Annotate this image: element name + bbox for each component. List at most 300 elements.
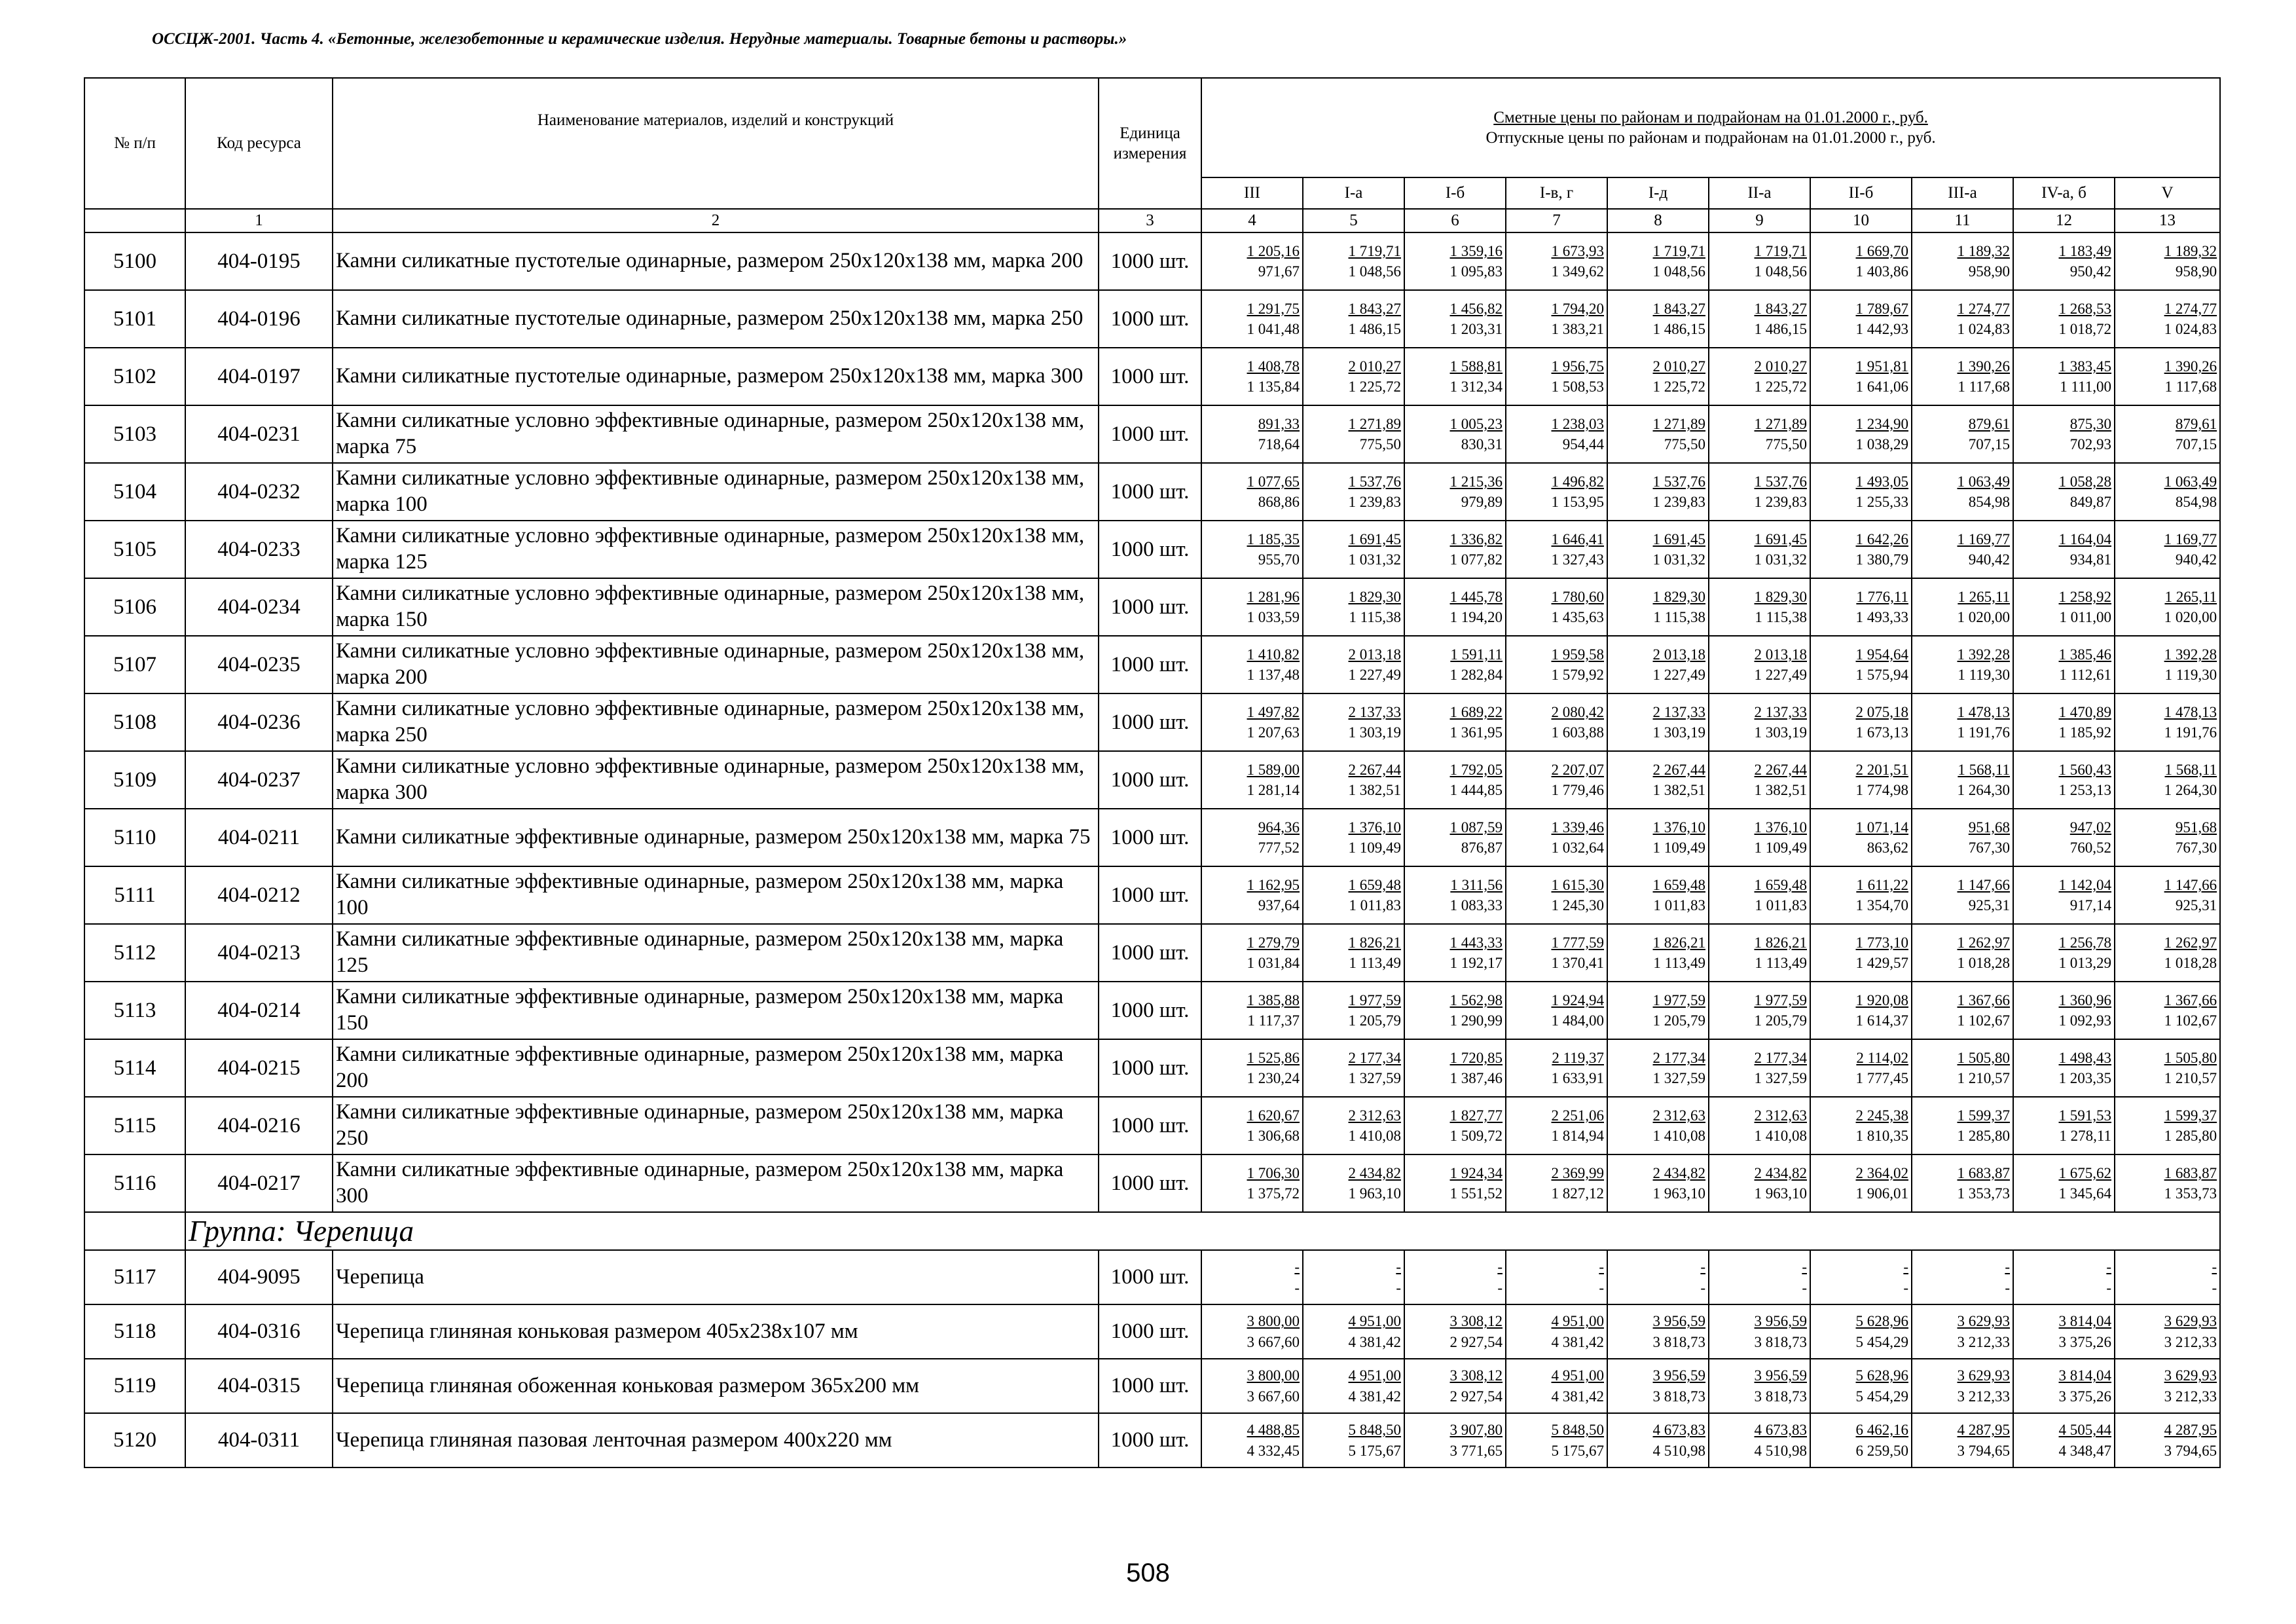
table-row xyxy=(84,290,2220,348)
estimate-price: 1 659,48 xyxy=(1652,876,1705,893)
sale-price: 1 281,14 xyxy=(1247,782,1300,798)
sale-price: 4 510,98 xyxy=(1754,1442,1807,1459)
sale-price: 1 119,30 xyxy=(1958,667,2010,683)
sale-price: 1 032,64 xyxy=(1551,840,1604,856)
price-cell xyxy=(1303,924,1404,982)
estimate-price: 1 376,10 xyxy=(1754,819,1807,836)
sale-price: 1 192,17 xyxy=(1449,955,1503,971)
sale-price: 3 212,33 xyxy=(1957,1388,2010,1405)
price-cell xyxy=(1709,636,1810,693)
estimate-price: 1 291,75 xyxy=(1247,300,1300,317)
price-cell xyxy=(1607,982,1709,1039)
sale-price: 925,31 xyxy=(2175,897,2217,913)
row-number: 5115 xyxy=(84,1097,185,1154)
estimate-price: 1 147,66 xyxy=(1957,876,2010,893)
resource-code: 404-9095 xyxy=(185,1250,333,1304)
sale-price: 1 024,83 xyxy=(2164,321,2217,337)
price-cell xyxy=(2115,1250,2220,1304)
estimate-price: 1 336,82 xyxy=(1449,530,1503,547)
estimate-price: 4 951,00 xyxy=(1348,1313,1401,1330)
sale-price: 3 818,73 xyxy=(1652,1333,1705,1350)
price-cell xyxy=(1404,290,1506,348)
price-cell xyxy=(2115,232,2220,290)
price-cell xyxy=(2013,982,2115,1039)
price-cell xyxy=(1506,405,1607,463)
price-cell xyxy=(1912,1039,2013,1097)
material-name: Камни силикатные эффективные одинарные, размером 250x120x138 мм, марка 125 xyxy=(333,924,1099,982)
row-number: 5111 xyxy=(84,866,185,924)
sale-price: 1 774,98 xyxy=(1855,782,1908,798)
price-cell xyxy=(1709,1304,1810,1359)
table-row xyxy=(84,1250,2220,1304)
price-cell xyxy=(1607,924,1709,982)
estimate-price: 1 392,28 xyxy=(1957,646,2010,663)
table-row xyxy=(84,809,2220,866)
estimate-price: 1 274,77 xyxy=(2164,300,2217,317)
sale-price: 958,90 xyxy=(1968,263,2010,280)
sale-price: 4 510,98 xyxy=(1652,1442,1705,1459)
sale-price: 1 225,72 xyxy=(1348,378,1401,395)
price-cell xyxy=(1810,982,1912,1039)
estimate-price: 1 189,32 xyxy=(2164,242,2217,259)
estimate-price: 1 162,95 xyxy=(1247,876,1300,893)
price-cell xyxy=(1607,1039,1709,1097)
price-cell xyxy=(1607,636,1709,693)
sale-price: 1 403,86 xyxy=(1855,263,1908,280)
page-number: 508 xyxy=(1126,1559,1170,1587)
estimate-price: 1 977,59 xyxy=(1754,991,1807,1008)
table-row xyxy=(84,405,2220,463)
sale-price: 1 113,49 xyxy=(1755,955,1807,971)
estimate-price: 1 843,27 xyxy=(1652,300,1705,317)
sale-price: 1 486,15 xyxy=(1754,321,1807,337)
price-cell xyxy=(2115,1413,2220,1467)
price-cell xyxy=(2013,636,2115,693)
price-cell xyxy=(1607,809,1709,866)
estimate-price: 4 673,83 xyxy=(1652,1422,1705,1439)
price-cell xyxy=(1506,1039,1607,1097)
sale-price: 876,87 xyxy=(1461,840,1503,856)
price-cell xyxy=(1810,1039,1912,1097)
unit: 1000 шт. xyxy=(1099,866,1201,924)
header-prices xyxy=(1201,78,2220,177)
estimate-price: 1 359,16 xyxy=(1449,242,1503,259)
price-cell xyxy=(1201,636,1303,693)
sale-price: 1 102,67 xyxy=(1957,1012,2010,1029)
sale-price: - xyxy=(1294,1279,1300,1296)
price-cell xyxy=(1201,982,1303,1039)
material-name: Камни силикатные эффективные одинарные, размером 250x120x138 мм, марка 200 xyxy=(333,1039,1099,1097)
estimate-price: - xyxy=(1497,1259,1503,1276)
sale-price: 849,87 xyxy=(2069,494,2111,510)
column-number: 11 xyxy=(1912,209,2013,232)
material-name: Черепица глиняная коньковая размером 405х238х107 мм xyxy=(333,1304,1099,1359)
sale-price: 1 041,48 xyxy=(1247,321,1300,337)
resource-code: 404-0315 xyxy=(185,1359,333,1413)
material-name: Камни силикатные эффективные одинарные, размером 250x120x138 мм, марка 75 xyxy=(333,809,1099,866)
unit: 1000 шт. xyxy=(1099,924,1201,982)
estimate-price: 4 287,95 xyxy=(1957,1422,2010,1439)
price-cell xyxy=(1404,751,1506,809)
sale-price: 1 614,37 xyxy=(1855,1012,1908,1029)
price-cell xyxy=(1912,290,2013,348)
estimate-price: 2 177,34 xyxy=(1754,1049,1807,1066)
price-cell xyxy=(1404,1039,1506,1097)
estimate-price: 1 271,89 xyxy=(1652,415,1705,432)
material-name: Камни силикатные пустотелые одинарные, размером 250x120x138 мм, марка 200 xyxy=(333,232,1099,290)
material-name: Камни силикатные условно эффективные одинарные, размером 250x120x138 мм, марка 250 xyxy=(333,693,1099,751)
resource-code: 404-0316 xyxy=(185,1304,333,1359)
sale-price: - xyxy=(1599,1279,1604,1296)
sale-price: 917,14 xyxy=(2069,897,2111,913)
price-cell xyxy=(1506,1250,1607,1304)
price-cell xyxy=(1912,982,2013,1039)
material-name: Камни силикатные пустотелые одинарные, размером 250x120x138 мм, марка 300 xyxy=(333,348,1099,405)
price-cell xyxy=(1404,636,1506,693)
price-cell xyxy=(1912,1304,2013,1359)
price-cell xyxy=(1709,1413,1810,1467)
sale-price: 5 454,29 xyxy=(1855,1333,1908,1350)
estimate-price: 1 183,49 xyxy=(2058,242,2111,259)
header-unit: Единица измерения xyxy=(1099,78,1201,209)
price-cell xyxy=(1404,232,1506,290)
estimate-price: 951,68 xyxy=(1968,819,2010,836)
sale-price: 1 380,79 xyxy=(1855,551,1908,568)
unit: 1000 шт. xyxy=(1099,693,1201,751)
price-cell xyxy=(2115,1304,2220,1359)
sale-price: 1 077,82 xyxy=(1449,551,1503,568)
price-cell xyxy=(1303,521,1404,578)
estimate-price: 1 169,77 xyxy=(2164,530,2217,547)
estimate-price: 1 268,53 xyxy=(2058,300,2111,317)
price-cell xyxy=(2013,1039,2115,1097)
estimate-price: 1 392,28 xyxy=(2164,646,2217,663)
sale-price: 1 194,20 xyxy=(1449,609,1503,625)
resource-code: 404-0214 xyxy=(185,982,333,1039)
estimate-price: 6 462,16 xyxy=(1855,1422,1908,1439)
price-cell xyxy=(1303,809,1404,866)
price-cell xyxy=(1607,1250,1709,1304)
estimate-price: 3 308,12 xyxy=(1449,1367,1503,1384)
price-cell xyxy=(1912,751,2013,809)
sale-price: 1 227,49 xyxy=(1348,667,1401,683)
estimate-price: 2 010,27 xyxy=(1348,358,1401,375)
estimate-price: 1 376,10 xyxy=(1348,819,1401,836)
estimate-price: 1 390,26 xyxy=(1957,358,2010,375)
header-region: I-д xyxy=(1607,177,1709,209)
sale-price: 1 303,19 xyxy=(1754,724,1807,741)
sale-price: 1 020,00 xyxy=(2164,609,2217,625)
price-cell xyxy=(2013,348,2115,405)
estimate-price: 1 789,67 xyxy=(1855,300,1908,317)
price-cell xyxy=(1506,693,1607,751)
sale-price: 1 109,49 xyxy=(1652,840,1705,856)
estimate-price: 1 562,98 xyxy=(1449,991,1503,1008)
sale-price: 1 444,85 xyxy=(1449,782,1503,798)
header-region: II-а xyxy=(1709,177,1810,209)
table-row xyxy=(84,866,2220,924)
price-cell xyxy=(1912,809,2013,866)
estimate-price: 1 279,79 xyxy=(1247,934,1300,951)
price-cell xyxy=(1404,924,1506,982)
sale-price: 1 963,10 xyxy=(1652,1185,1705,1202)
estimate-price: 3 814,04 xyxy=(2058,1367,2111,1384)
price-cell xyxy=(1201,809,1303,866)
estimate-price: 1 956,75 xyxy=(1551,358,1604,375)
estimate-price: 1 959,58 xyxy=(1551,646,1604,663)
sale-price: 3 667,60 xyxy=(1247,1333,1300,1350)
sale-price: 1 135,84 xyxy=(1247,378,1300,395)
price-cell xyxy=(1404,1304,1506,1359)
price-cell xyxy=(2115,809,2220,866)
estimate-price: 879,61 xyxy=(2175,415,2217,432)
estimate-price: 4 951,00 xyxy=(1551,1313,1604,1330)
group-blank xyxy=(84,1212,185,1250)
sale-price: 955,70 xyxy=(1258,551,1300,568)
sale-price: 1 109,49 xyxy=(1754,840,1807,856)
estimate-price: 1 794,20 xyxy=(1551,300,1604,317)
header-region: II-б xyxy=(1810,177,1912,209)
estimate-price: 1 673,93 xyxy=(1551,242,1604,259)
estimate-price: 1 478,13 xyxy=(2164,703,2217,720)
estimate-price: 1 456,82 xyxy=(1449,300,1503,317)
sale-price: 1 112,61 xyxy=(2059,667,2111,683)
estimate-price: 1 005,23 xyxy=(1449,415,1503,432)
estimate-price: 2 010,27 xyxy=(1652,358,1705,375)
sale-price: 1 117,68 xyxy=(1958,378,2010,395)
resource-code: 404-0234 xyxy=(185,578,333,636)
estimate-price: 1 215,36 xyxy=(1449,473,1503,490)
price-cell xyxy=(1201,290,1303,348)
price-cell xyxy=(1709,924,1810,982)
price-cell xyxy=(2013,1413,2115,1467)
unit: 1000 шт. xyxy=(1099,405,1201,463)
price-cell xyxy=(1506,1097,1607,1154)
price-cell xyxy=(1810,693,1912,751)
price-cell xyxy=(1404,1154,1506,1212)
sale-price: 767,30 xyxy=(1968,840,2010,856)
sale-price: 1 205,79 xyxy=(1348,1012,1401,1029)
price-cell xyxy=(2115,1154,2220,1212)
sale-price: 718,64 xyxy=(1258,436,1300,452)
table-row xyxy=(84,924,2220,982)
price-cell xyxy=(2115,1097,2220,1154)
estimate-price: 1 258,92 xyxy=(2058,588,2111,605)
sale-price: 1 814,94 xyxy=(1551,1128,1604,1144)
price-cell xyxy=(1810,1413,1912,1467)
estimate-price: 1 077,65 xyxy=(1247,473,1300,490)
price-cell xyxy=(1912,924,2013,982)
price-cell xyxy=(1810,405,1912,463)
material-name: Камни силикатные пустотелые одинарные, размером 250x120x138 мм, марка 250 xyxy=(333,290,1099,348)
row-number: 5112 xyxy=(84,924,185,982)
price-cell xyxy=(2013,751,2115,809)
unit: 1000 шт. xyxy=(1099,809,1201,866)
sale-price: 1 382,51 xyxy=(1754,782,1807,798)
price-cell xyxy=(1506,866,1607,924)
resource-code: 404-0197 xyxy=(185,348,333,405)
estimate-price: 2 434,82 xyxy=(1348,1164,1401,1181)
estimate-price: 1 924,34 xyxy=(1449,1164,1503,1181)
price-cell xyxy=(1303,636,1404,693)
resource-code: 404-0311 xyxy=(185,1413,333,1467)
material-name: Камни силикатные условно эффективные одинарные, размером 250x120x138 мм, марка 150 xyxy=(333,578,1099,636)
estimate-price: - xyxy=(1294,1259,1300,1276)
estimate-price: 2 312,63 xyxy=(1754,1107,1807,1124)
price-cell xyxy=(1810,1304,1912,1359)
sale-price: 1 255,33 xyxy=(1855,494,1908,510)
estimate-price: 2 369,99 xyxy=(1551,1164,1604,1181)
estimate-price: 3 629,93 xyxy=(2164,1367,2217,1384)
sale-price: 1 031,84 xyxy=(1247,955,1300,971)
price-cell xyxy=(1506,232,1607,290)
price-cell xyxy=(1303,290,1404,348)
estimate-price: 951,68 xyxy=(2175,819,2217,836)
price-cell xyxy=(1303,232,1404,290)
sale-price: - xyxy=(1802,1279,1807,1296)
sale-price: 1 018,72 xyxy=(2058,321,2111,337)
row-number: 5104 xyxy=(84,463,185,521)
estimate-price: 4 287,95 xyxy=(2164,1422,2217,1439)
estimate-price: 1 683,87 xyxy=(2164,1164,2217,1181)
resource-code: 404-0236 xyxy=(185,693,333,751)
resource-code: 404-0211 xyxy=(185,809,333,866)
sale-price: 1 673,13 xyxy=(1855,724,1908,741)
price-cell xyxy=(1506,1413,1607,1467)
sale-price: 1 429,57 xyxy=(1855,955,1908,971)
material-name: Камни силикатные условно эффективные одинарные, размером 250x120x138 мм, марка 75 xyxy=(333,405,1099,463)
estimate-price: 1 537,76 xyxy=(1652,473,1705,490)
price-cell xyxy=(1404,348,1506,405)
estimate-price: 1 773,10 xyxy=(1855,934,1908,951)
table-row xyxy=(84,982,2220,1039)
sale-price: 1 207,63 xyxy=(1247,724,1300,741)
sale-price: 940,42 xyxy=(2175,551,2217,568)
estimate-price: 1 376,10 xyxy=(1652,819,1705,836)
sale-price: 1 375,72 xyxy=(1247,1185,1300,1202)
price-cell xyxy=(1607,232,1709,290)
price-cell xyxy=(1506,924,1607,982)
price-cell xyxy=(2013,232,2115,290)
price-cell xyxy=(1709,463,1810,521)
unit: 1000 шт. xyxy=(1099,521,1201,578)
estimate-price: 1 142,04 xyxy=(2058,876,2111,893)
sale-price: 1 113,49 xyxy=(1349,955,1401,971)
resource-code: 404-0216 xyxy=(185,1097,333,1154)
price-cell xyxy=(1709,348,1810,405)
sale-price: 1 370,41 xyxy=(1551,955,1604,971)
estimate-price: 5 628,96 xyxy=(1855,1313,1908,1330)
sale-price: 1 810,35 xyxy=(1855,1128,1908,1144)
header-region: I-а xyxy=(1303,177,1404,209)
estimate-price: 2 137,33 xyxy=(1754,703,1807,720)
sale-price: 775,50 xyxy=(1765,436,1807,452)
price-cell xyxy=(2013,463,2115,521)
price-cell xyxy=(1201,232,1303,290)
estimate-price: 1 470,89 xyxy=(2058,703,2111,720)
sale-price: 934,81 xyxy=(2069,551,2111,568)
price-cell xyxy=(1912,866,2013,924)
estimate-price: 4 951,00 xyxy=(1348,1367,1401,1384)
sale-price: 1 327,59 xyxy=(1652,1070,1705,1086)
price-cell xyxy=(1709,751,1810,809)
sale-price: 1 018,28 xyxy=(2164,955,2217,971)
price-cell xyxy=(1303,866,1404,924)
sale-price: 1 551,52 xyxy=(1449,1185,1503,1202)
estimate-price: 2 207,07 xyxy=(1551,761,1604,778)
estimate-price: - xyxy=(2212,1259,2217,1276)
estimate-price: 3 907,80 xyxy=(1449,1422,1503,1439)
price-cell xyxy=(1506,809,1607,866)
price-cell xyxy=(1201,521,1303,578)
price-cell xyxy=(1404,1250,1506,1304)
price-cell xyxy=(1810,636,1912,693)
price-cell xyxy=(1506,751,1607,809)
estimate-price: 2 075,18 xyxy=(1855,703,1908,720)
sale-price: 1 906,01 xyxy=(1855,1185,1908,1202)
estimate-price: 1 954,64 xyxy=(1855,646,1908,663)
estimate-price: 1 537,76 xyxy=(1754,473,1807,490)
estimate-price: 1 691,45 xyxy=(1652,530,1705,547)
sale-price: 702,93 xyxy=(2069,436,2111,452)
estimate-price: 2 013,18 xyxy=(1348,646,1401,663)
sale-price: 3 212,33 xyxy=(2164,1333,2217,1350)
estimate-price: 1 829,30 xyxy=(1348,588,1401,605)
price-cell xyxy=(1810,463,1912,521)
estimate-price: 1 669,70 xyxy=(1855,242,1908,259)
price-cell xyxy=(1709,866,1810,924)
sale-price: 1 285,80 xyxy=(1957,1128,2010,1144)
estimate-price: 5 848,50 xyxy=(1551,1422,1604,1439)
price-cell xyxy=(1404,578,1506,636)
sale-price: 1 349,62 xyxy=(1551,263,1604,280)
estimate-price: 3 800,00 xyxy=(1247,1367,1300,1384)
sale-price: 767,30 xyxy=(2175,840,2217,856)
sale-price: 707,15 xyxy=(1968,436,2010,452)
sale-price: 3 375,26 xyxy=(2058,1388,2111,1405)
price-cell xyxy=(1303,751,1404,809)
column-number: 7 xyxy=(1506,209,1607,232)
estimate-price: 1 591,11 xyxy=(1450,646,1503,663)
price-cell xyxy=(1912,636,2013,693)
sale-price: 958,90 xyxy=(2175,263,2217,280)
price-cell xyxy=(1810,521,1912,578)
unit: 1000 шт. xyxy=(1099,463,1201,521)
resource-code: 404-0215 xyxy=(185,1039,333,1097)
price-cell xyxy=(2115,866,2220,924)
estimate-price: - xyxy=(2005,1259,2010,1276)
price-cell xyxy=(1709,521,1810,578)
price-cell xyxy=(1709,1097,1810,1154)
estimate-price: 1 611,22 xyxy=(1856,876,1908,893)
estimate-price: 1 977,59 xyxy=(1348,991,1401,1008)
price-cell xyxy=(1506,1304,1607,1359)
row-number: 5109 xyxy=(84,751,185,809)
price-cell xyxy=(1607,693,1709,751)
sale-price: 950,42 xyxy=(2069,263,2111,280)
sale-price: 1 011,83 xyxy=(1349,897,1401,913)
sale-price: - xyxy=(2106,1279,2111,1296)
price-cell xyxy=(1404,405,1506,463)
column-number: 3 xyxy=(1099,209,1201,232)
estimate-price: 1 659,48 xyxy=(1754,876,1807,893)
sale-price: 1 115,38 xyxy=(1653,609,1705,625)
sale-price: 1 191,76 xyxy=(2164,724,2217,741)
price-cell xyxy=(1912,1359,2013,1413)
price-cell xyxy=(1810,924,1912,982)
sale-price: 3 667,60 xyxy=(1247,1388,1300,1405)
estimate-price: 1 568,11 xyxy=(2164,761,2217,778)
